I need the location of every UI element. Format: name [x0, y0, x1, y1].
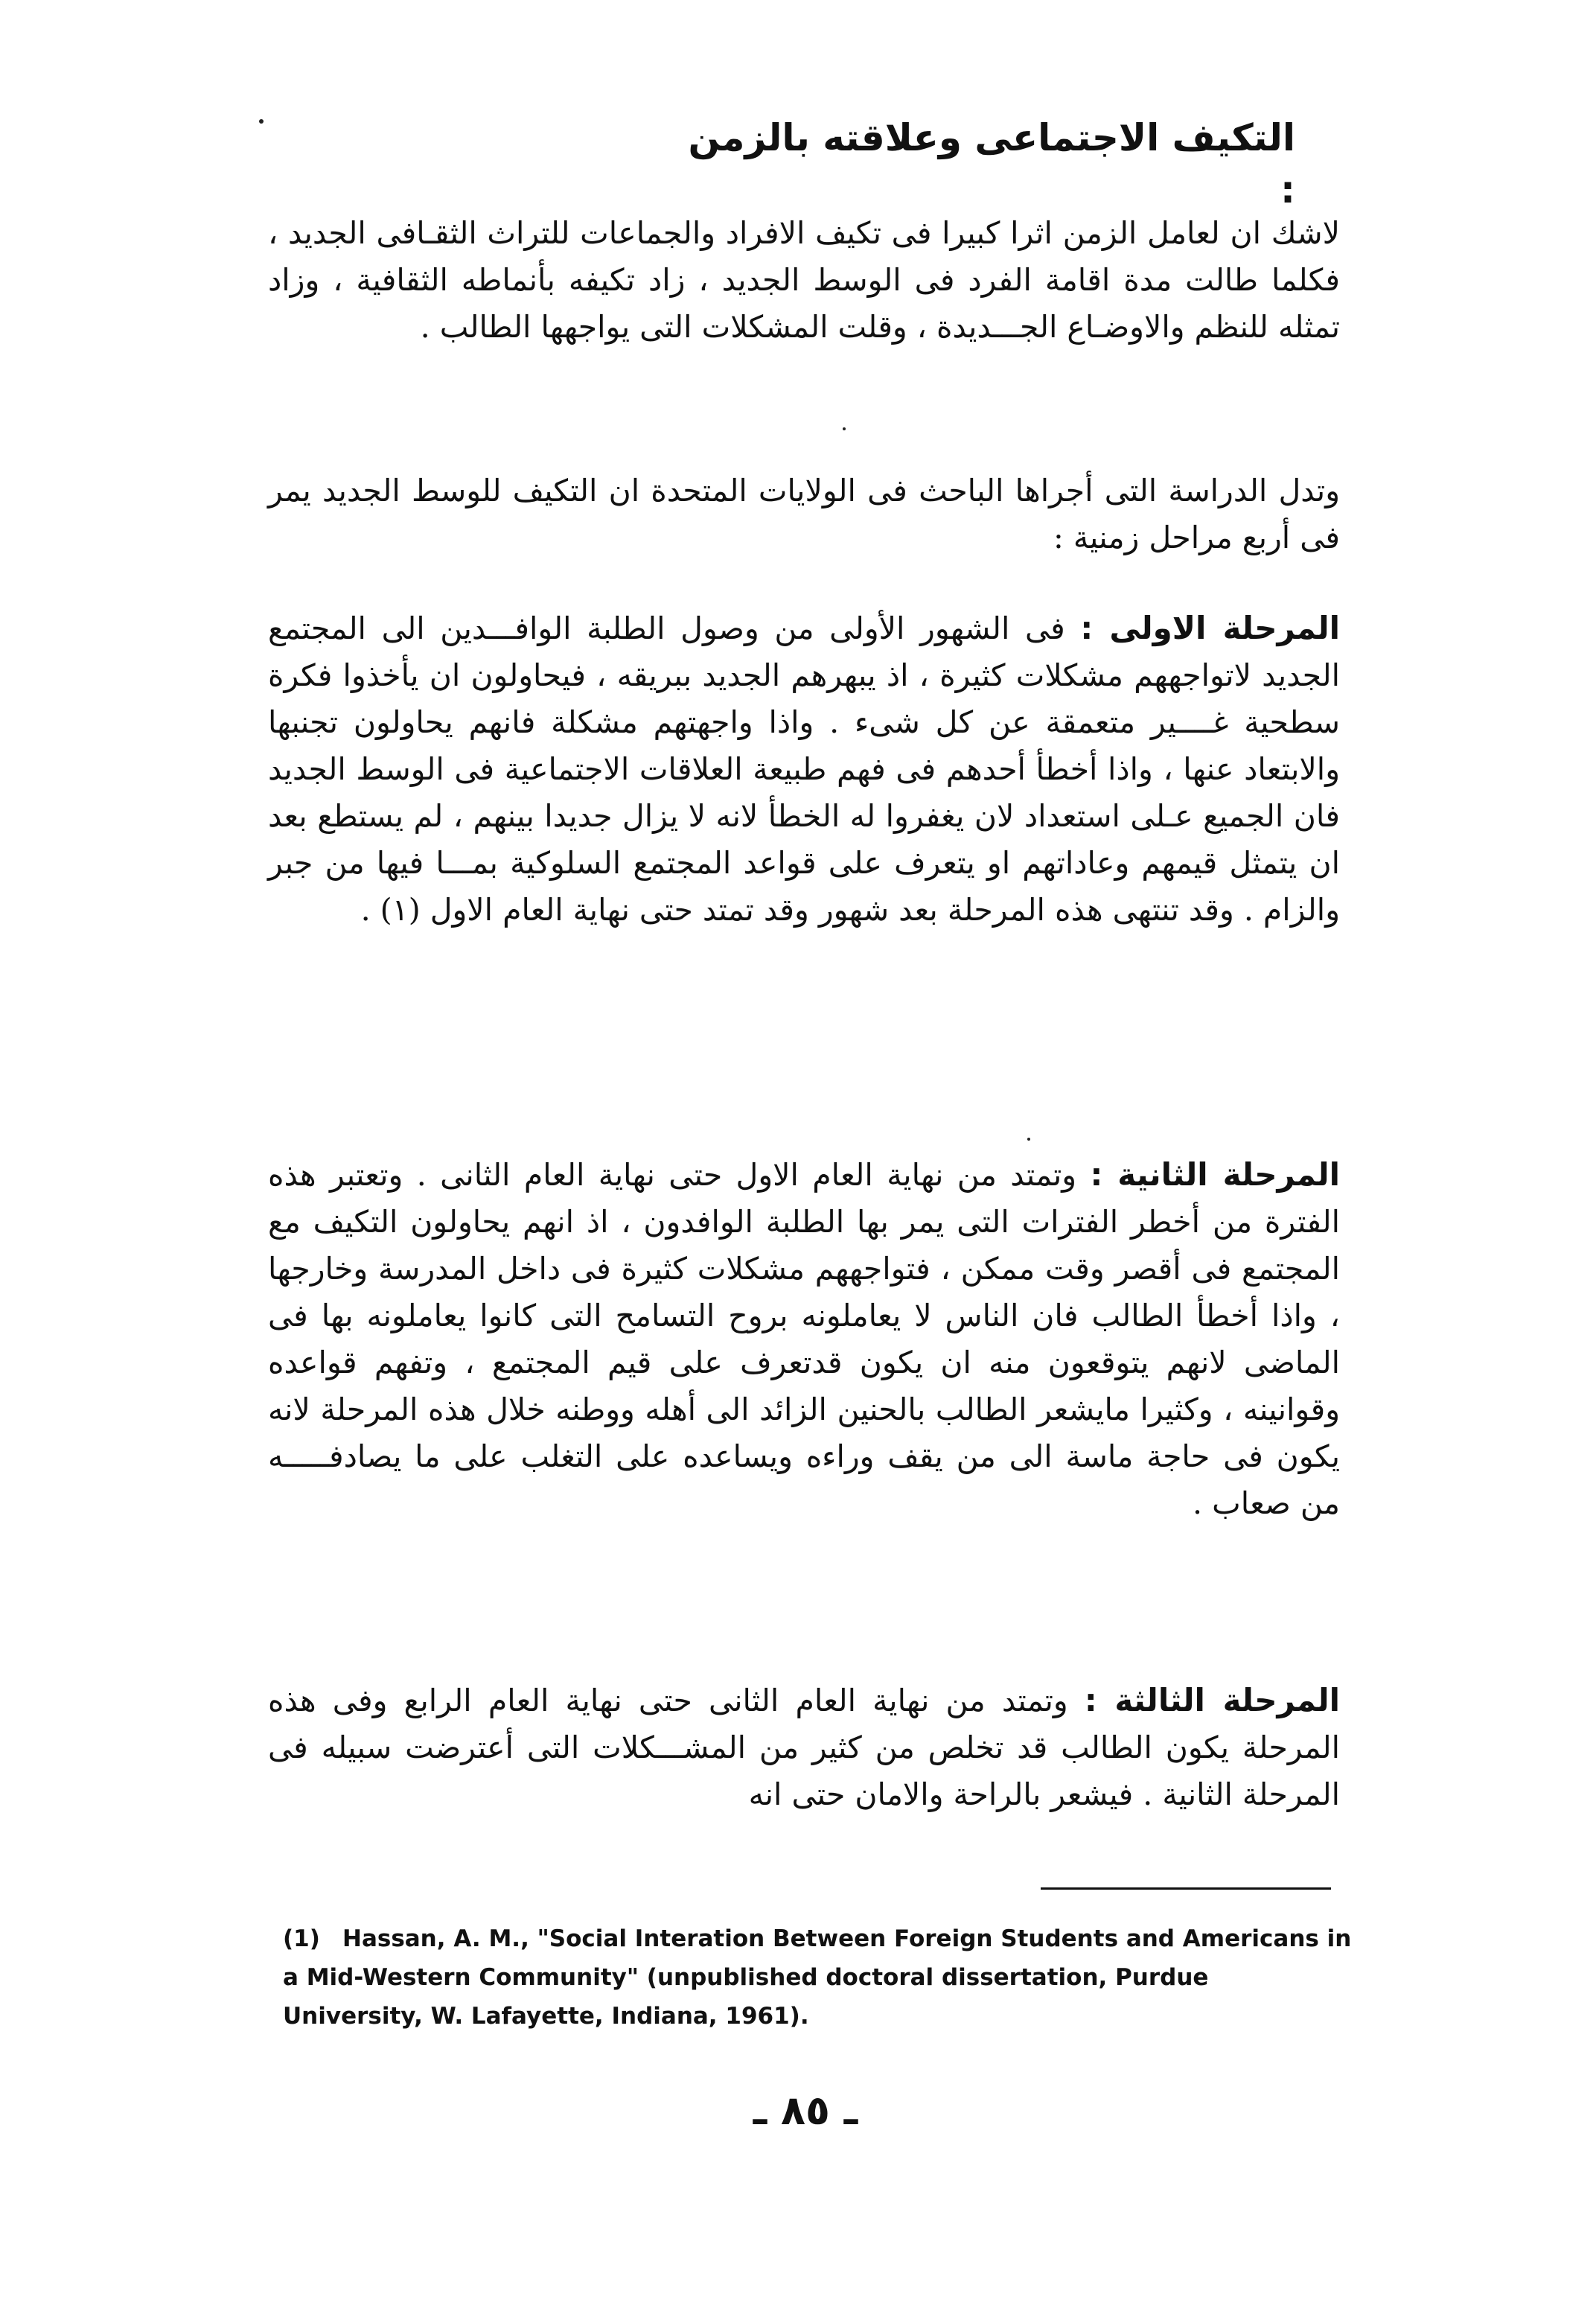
paragraph-stage-one — [268, 605, 1340, 934]
paragraph-text: وتدل الدراسة التى أجراها الباحث فى الولايات المتحدة ان التكيف للوسط الجديد يمر فى أربع مراحل زمنية : — [268, 473, 1340, 555]
page-number: ـ ٨٥ ـ — [753, 2087, 858, 2134]
scan-speck — [843, 427, 846, 430]
paragraph-intro — [268, 210, 1340, 351]
scan-speck — [1027, 1138, 1030, 1141]
stage-heading: المرحلة الثالثة : — [1084, 1682, 1340, 1718]
scan-speck — [259, 119, 264, 124]
footnote-mark: (1) — [283, 1925, 320, 1952]
stage-heading: المرحلة الثانية : — [1090, 1156, 1340, 1193]
paragraph-study — [268, 468, 1340, 561]
footnote — [283, 1919, 1355, 2036]
paragraph-text: وتمتد من نهاية العام الاول حتى نهاية العام الثانى . وتعتبر هذه الفترة من أخطر الفترات التى يمر بها الطلبة الوافدون ، اذ انهم يحاولون التكيف مع المجتمع فى أقصر وقت ممكن ، فتواجههم مشكلات كثيرة فى داخل المدرسة وخارجها ، واذا أخطأ الطالب فان الناس لا يعاملونه بروح التسامح التى كانوا يعاملونه بها فى الماضى لانهم يتوقعون منه ان يكون قدتعرف على قيم المجتمع ، وتفهم قواعده وقوانينه ، وكثيرا مايشعر الطالب بالحنين الزائد الى أهله ووطنه خلال هذه المرحلة لانه يكون فى حاجة ماسة الى من يقف وراءه ويساعده على التغلب على ما يصادفـــــه من صعاب . — [268, 1157, 1340, 1521]
footnote-text: Hassan, A. M., "Social Interation Between Foreign Students and Americans in a Mid-Western Community" (unpublished doctoral dissertation, Purdue University, W. Lafayette, Indiana, 1961). — [283, 1925, 1352, 2030]
paragraph-text: فى الشهور الأولى من وصول الطلبة الوافـــدين الى المجتمع الجديد لاتواجههم مشكلات كثيرة ، اذ يبهرهم الجديد ببريقه ، فيحاولون ان يأخذوا فكرة سطحية غــــير متعمقة عن كل شىء . واذا واجهتهم مشكلة فانهم يحاولون تجنبها والابتعاد عنها ، واذا أخطأ أحدهم فى فهم طبيعة العلاقات الاجتماعية فى الوسط الجديد فان الجميع عـلى استعداد لان يغفروا له الخطأ لانه لا يزال جديدا بينهم ، لم يستطع بعد ان يتمثل قيمهم وعاداتهم او يتعرف على قواعد المجتمع السلوكية بمـــا فيها من جبر والزام . وقد تنتهى هذه المرحلة بعد شهور وقد تمتد حتى نهاية العام الاول (١) . — [268, 611, 1340, 928]
stage-heading: المرحلة الاولى : — [1080, 610, 1340, 646]
paragraph-stage-two — [268, 1151, 1340, 1527]
paragraph-text: لاشك ان لعامل الزمن اثرا كبيرا فى تكيف الافراد والجماعات للتراث الثقـافى الجديد ، فكلما طالت مدة اقامة الفرد فى الوسط الجديد ، زاد تكيفه بأنماطه الثقافية ، وزاد تمثله للنظم والاوضـاع الجـــديدة ، وقلت المشكلات التى يواجهها الطالب . — [268, 215, 1340, 345]
footnote-divider — [1041, 1887, 1331, 1890]
paragraph-stage-three — [268, 1677, 1340, 1818]
paragraph-text: وتمتد من نهاية العام الثانى حتى نهاية العام الرابع وفى هذه المرحلة يكون الطالب قد تخلص من كثير من المشـــكلات التى أعترضت سبيله فى المرحلة الثانية . فيشعر بالراحة والامان حتى انه — [268, 1683, 1340, 1812]
section-heading: التكيف الاجتماعى وعلاقته بالزمن : — [688, 116, 1295, 211]
